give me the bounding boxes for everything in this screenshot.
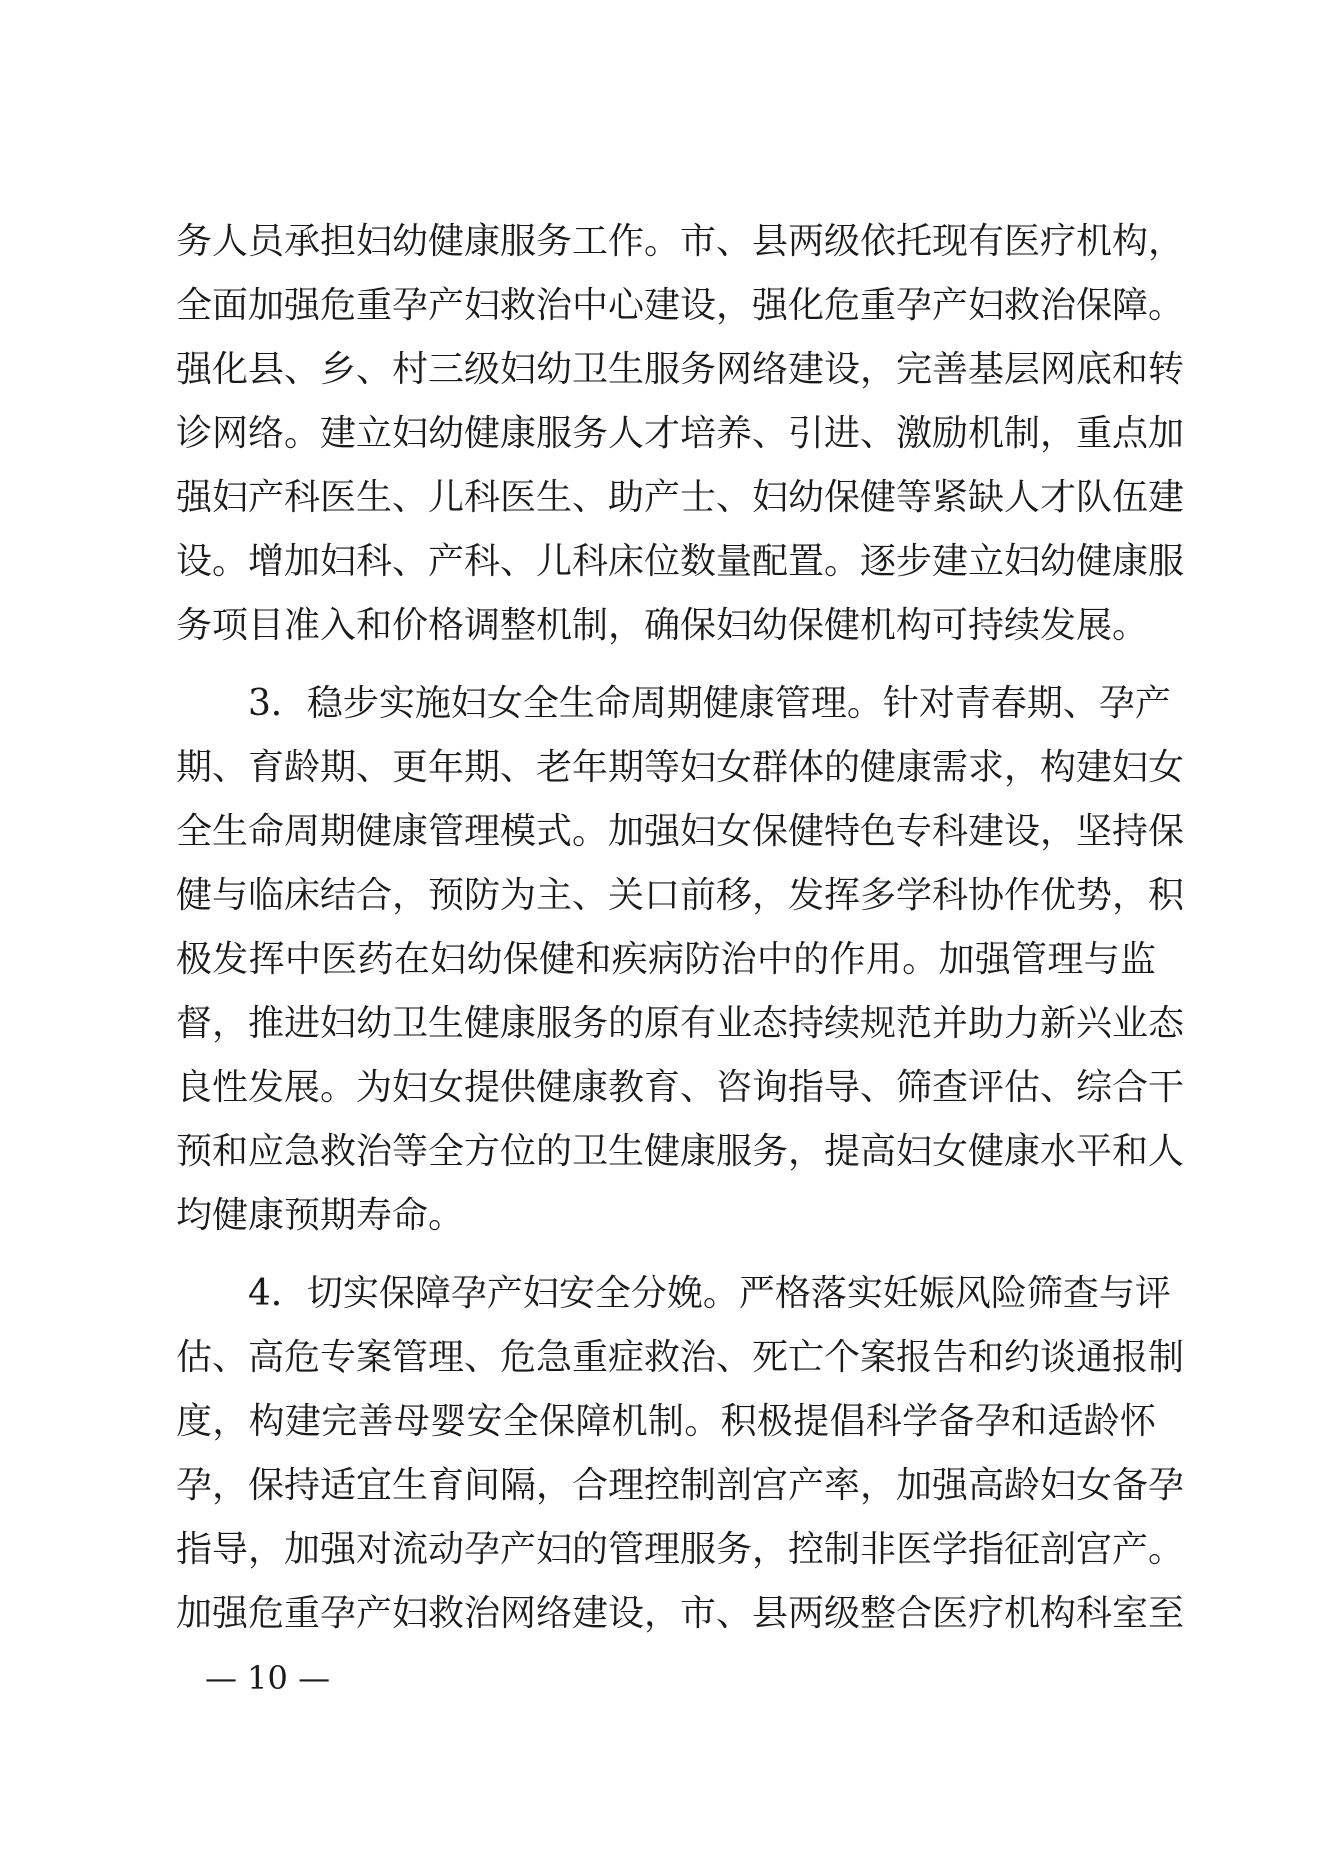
paragraph — [176, 672, 1185, 1248]
text-line: 务人员承担妇幼健康服务工作。市、县两级依托现有医疗机构， — [176, 221, 1185, 262]
text-line: 强妇产科医生、儿科医生、助产士、妇幼保健等紧缺人才队伍建 — [176, 477, 1185, 518]
text-line: 指导，加强对流动孕产妇的管理服务，控制非医学指征剖宫产。 — [176, 1529, 1185, 1570]
text-line: 设。增加妇科、产科、儿科床位数量配置。逐步建立妇幼健康服 — [176, 541, 1185, 582]
paragraph — [176, 1262, 1185, 1646]
text-line: 全面加强危重孕产妇救治中心建设，强化危重孕产妇救治保障。 — [176, 285, 1185, 326]
text-line: 强化县、乡、村三级妇幼卫生服务网络建设，完善基层网底和转 — [176, 349, 1185, 390]
text-line: 加强危重孕产妇救治网络建设，市、县两级整合医疗机构科室至 — [176, 1593, 1185, 1634]
text-line: 务项目准入和价格调整机制，确保妇幼保健机构可持续发展。 — [176, 605, 1149, 646]
text-line: 预和应急救治等全方位的卫生健康服务，提高妇女健康水平和人 — [176, 1131, 1185, 1172]
text-line: 度，构建完善母婴安全保障机制。积极提倡科学备孕和适龄怀 — [176, 1401, 1156, 1442]
text-line: 3．稳步实施妇女全生命周期健康管理。针对青春期、孕产 — [248, 683, 1171, 724]
text-line: 估、高危专案管理、危急重症救治、死亡个案报告和约谈通报制 — [176, 1337, 1185, 1378]
text-line: 诊网络。建立妇幼健康服务人才培养、引进、激励机制，重点加 — [176, 413, 1185, 454]
text-line: 良性发展。为妇女提供健康教育、咨询指导、筛查评估、综合干 — [176, 1067, 1185, 1108]
text-line: 督，推进妇幼卫生健康服务的原有业态持续规范并助力新兴业态 — [176, 1003, 1185, 1044]
text-line: 孕，保持适宜生育间隔，合理控制剖宫产率，加强高龄妇女备孕 — [176, 1465, 1185, 1506]
text-line: 期、育龄期、更年期、老年期等妇女群体的健康需求，构建妇女 — [176, 747, 1185, 788]
text-line: 4．切实保障孕产妇安全分娩。严格落实妊娠风险筛查与评 — [248, 1273, 1171, 1314]
text-line: 极发挥中医药在妇幼保健和疾病防治中的作用。加强管理与监 — [176, 939, 1156, 980]
paragraph-gap — [176, 658, 1156, 672]
text-line: 健与临床结合，预防为主、关口前移，发挥多学科协作优势，积 — [176, 875, 1185, 916]
body-text — [176, 210, 1185, 1646]
text-line: 均健康预期寿命。 — [176, 1195, 465, 1236]
paragraph-gap — [176, 1248, 1156, 1262]
page-number: — 10 — — [205, 1659, 331, 1697]
text-line: 全生命周期健康管理模式。加强妇女保健特色专科建设，坚持保 — [176, 811, 1185, 852]
paragraph — [176, 210, 1185, 658]
